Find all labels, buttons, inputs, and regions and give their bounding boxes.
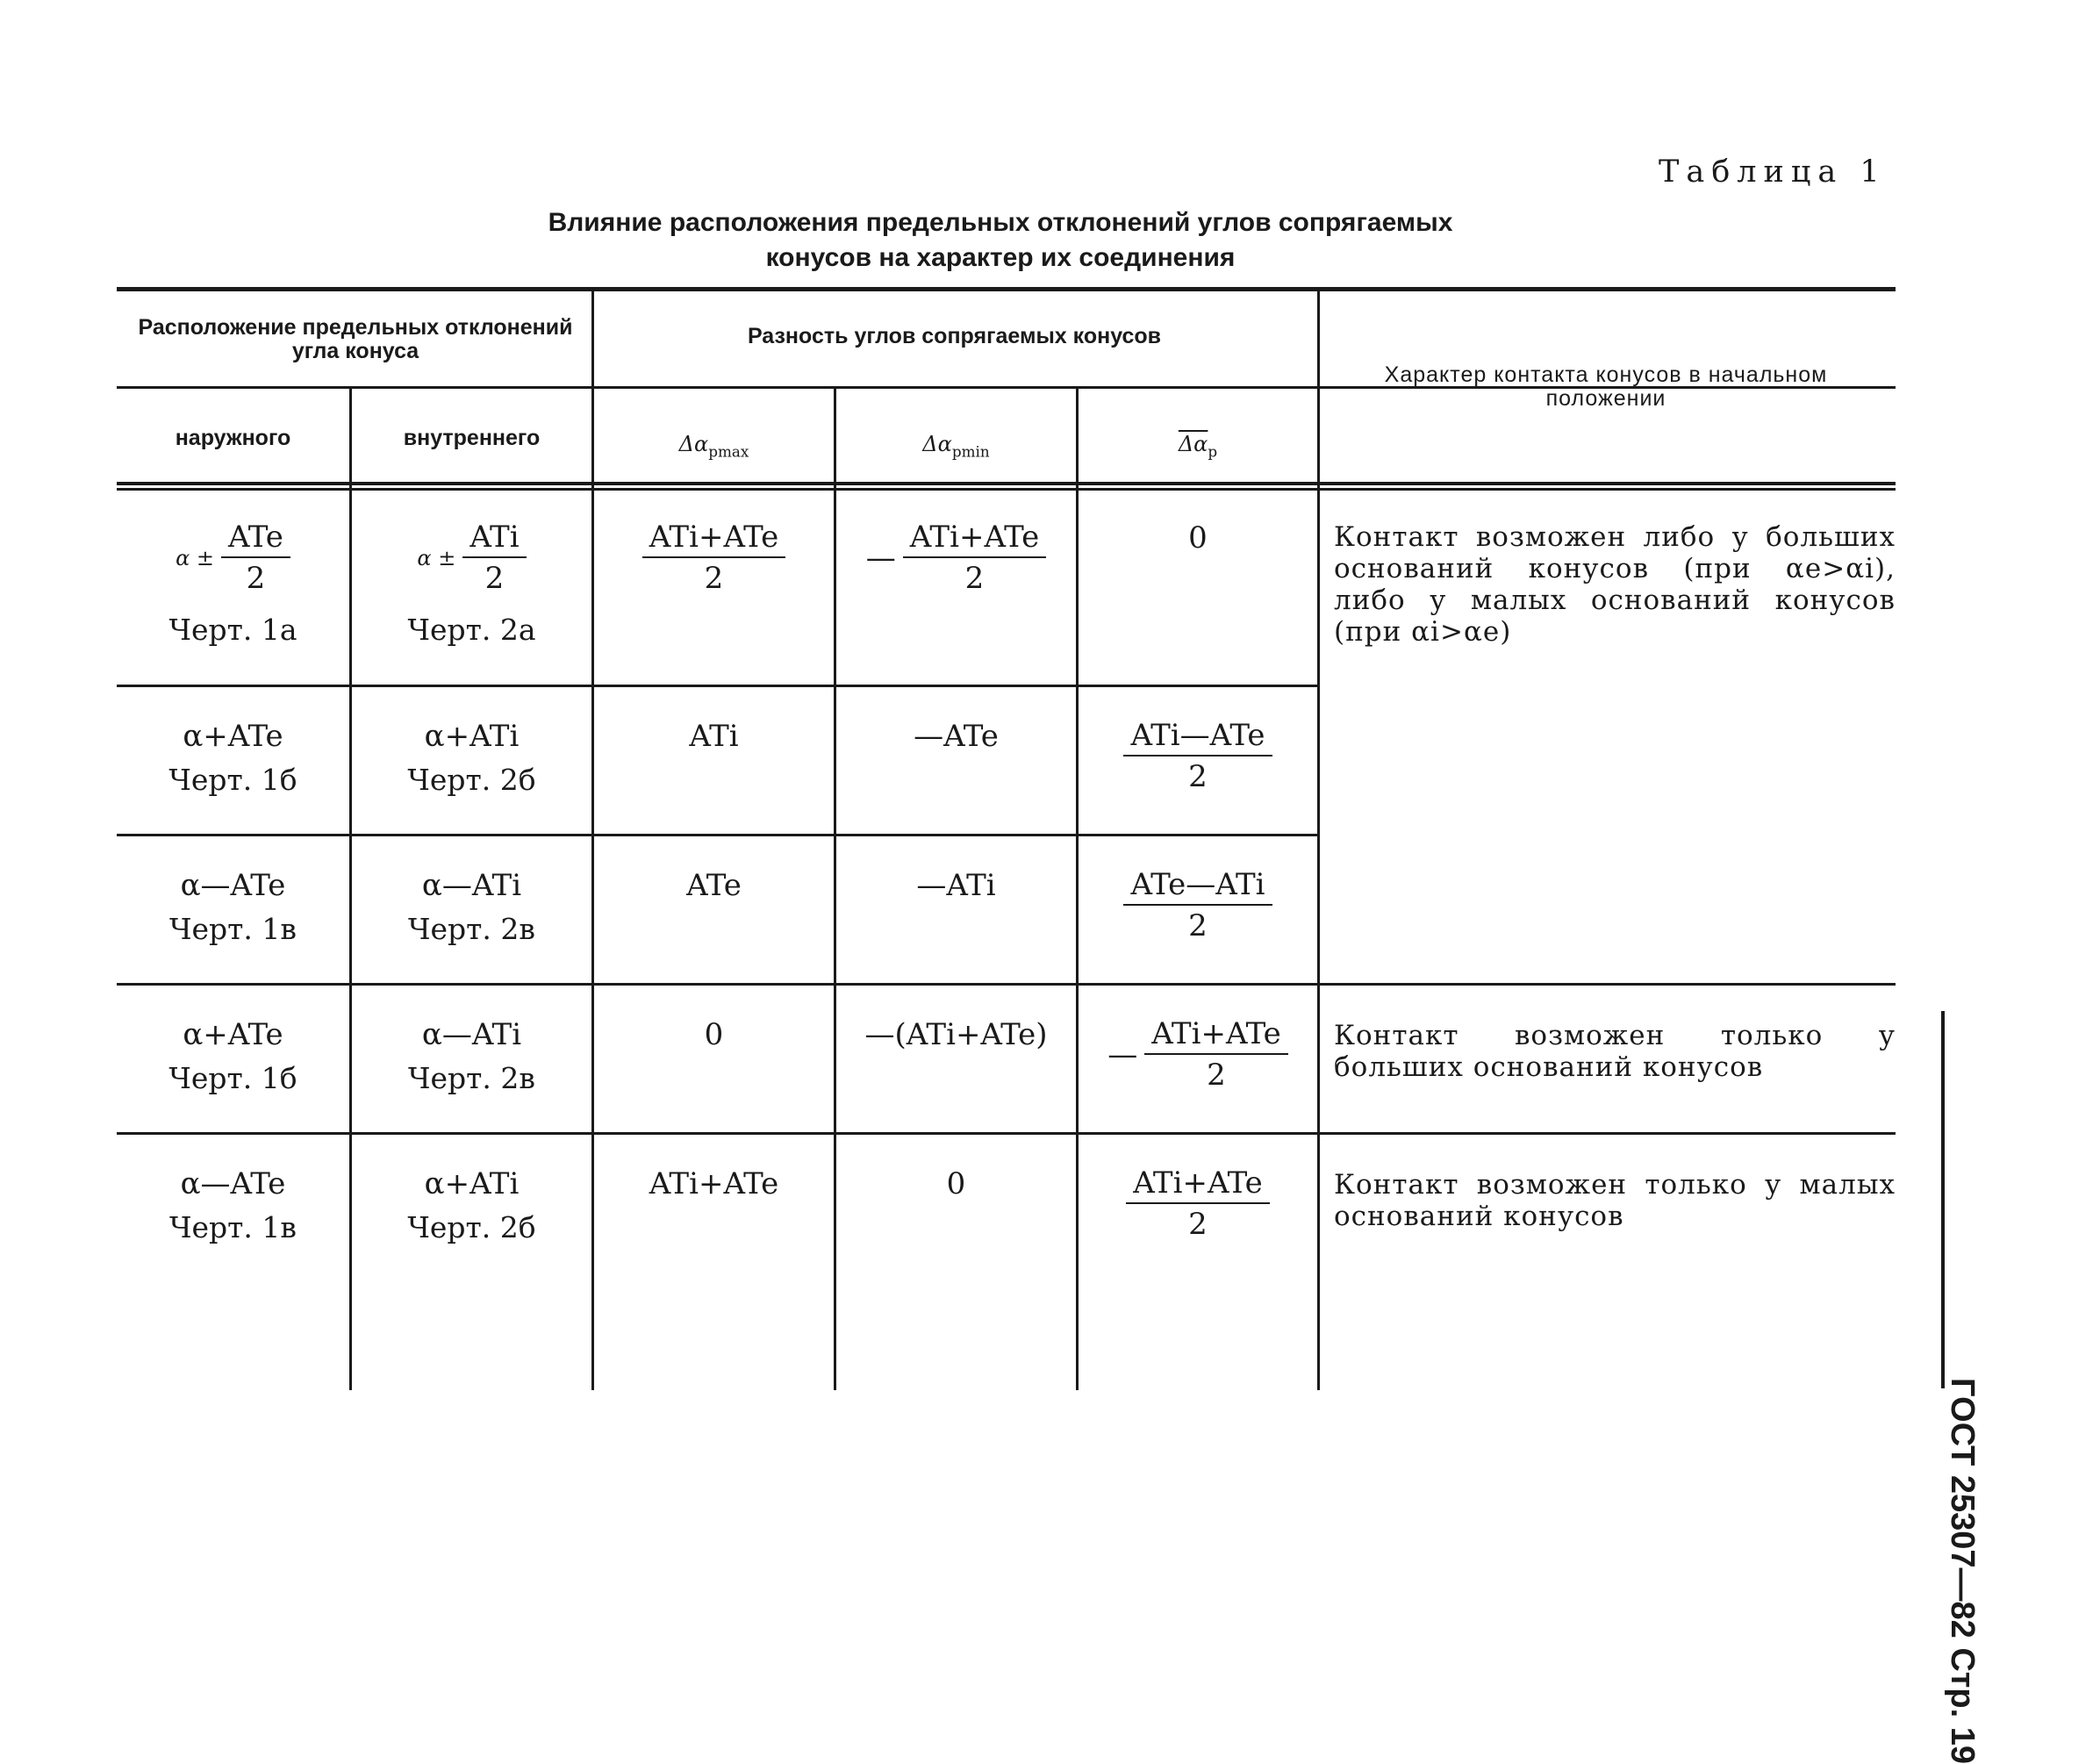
header-contact-character: Характер контакта конусов в начальном положении (1384, 362, 1828, 411)
row4-contact: Контакт возможен только у больших оснований конусов (1334, 1020, 1896, 1083)
row4-outer: α+ATe (183, 1017, 283, 1052)
row5-delta-mean (1079, 1164, 1317, 1244)
row1-dmax-numerator: ATi+ATe (642, 518, 786, 558)
row5-contact: Контакт возможен только у малых оснований конусов (1334, 1169, 1896, 1232)
row2-outer: α+ATe (183, 719, 283, 754)
row5-inner-caption: Черт. 2б (407, 1210, 536, 1244)
row3-dmean-numerator: ATe—ATi (1123, 865, 1272, 906)
row3-outer-caption: Черт. 1в (169, 912, 297, 946)
side-label-rule (1941, 1011, 1945, 1388)
row3-inner-caption: Черт. 2в (408, 912, 535, 946)
row1-contact: Контакт возможен либо у больших оснований конусов (при αe>αi), либо у малых оснований конусов (при αi>αe) (1334, 521, 1896, 648)
row3-delta-mean (1079, 865, 1317, 946)
header-position-group: Расположение предельных отклонений угла конуса (138, 315, 573, 363)
table-label: Таблица 1 (1659, 154, 1887, 190)
row2-delta-mean (1079, 716, 1317, 797)
row1-outer-denominator: 2 (246, 561, 266, 596)
row2-dmean-numerator: ATi—ATe (1123, 716, 1272, 757)
row1-inner-numerator: ATi (462, 518, 526, 558)
row2-delta-max: ATi (689, 719, 739, 754)
col-divider-5 (1317, 291, 1320, 1390)
row4-inner-caption: Черт. 2в (408, 1061, 535, 1095)
header-difference-group: Разность углов сопрягаемых конусов (747, 324, 1162, 348)
row1-dmax-denominator: 2 (704, 561, 724, 596)
row1-delta-min (836, 518, 1076, 599)
row4-outer-caption: Черт. 1б (168, 1061, 297, 1095)
row1-dmin-denominator: 2 (964, 561, 985, 596)
row1-inner-caption: Черт. 2а (407, 613, 536, 647)
row1-inner (352, 518, 591, 599)
delta-max-subscript: pmax (708, 442, 749, 461)
delta-mean-symbol: $\overline{\Delta\alpha}$ (1178, 432, 1208, 456)
row5-dmean-denominator: 2 (1188, 1207, 1208, 1242)
row2-inner-caption: Черт. 2б (407, 763, 536, 797)
header-delta-mean (1079, 423, 1317, 472)
row5-delta-max: ATi+ATe (649, 1166, 779, 1201)
row2-outer-caption: Черт. 1б (168, 763, 297, 797)
row-divider-4 (117, 1132, 1896, 1135)
delta-max-symbol: Δα (678, 432, 709, 456)
row2-delta-min: —ATe (914, 719, 999, 754)
header-bottom-rule-1 (117, 482, 1896, 485)
row1-outer-caption: Черт. 1а (168, 613, 297, 647)
row1-delta-max (594, 518, 834, 599)
row5-outer-caption: Черт. 1в (169, 1210, 297, 1244)
row1-dmin-numerator: ATi+ATe (903, 518, 1047, 558)
row5-dmean-numerator: ATi+ATe (1126, 1164, 1270, 1204)
row-divider-1 (117, 685, 1317, 687)
row3-delta-max: ATe (686, 868, 742, 903)
row3-dmean-denominator: 2 (1188, 908, 1208, 943)
table-title (474, 205, 1527, 276)
row4-dmean-sign: — (1107, 1037, 1138, 1072)
row1-delta-mean: 0 (1188, 520, 1208, 556)
header-bottom-rule-2 (117, 488, 1896, 491)
row4-dmean-denominator: 2 (1207, 1058, 1226, 1093)
table-top-rule (117, 287, 1896, 291)
row1-inner-denominator: 2 (484, 561, 505, 596)
table-title-line-2: конусов на характер их соединения (765, 243, 1236, 272)
row2-inner: α+ATi (424, 719, 520, 754)
row3-inner: α—ATi (421, 868, 522, 903)
row4-dmean-numerator: ATi+ATe (1144, 1015, 1288, 1055)
row5-outer: α—ATe (180, 1166, 286, 1201)
delta-min-subscript: pmin (951, 442, 990, 461)
delta-mean-subscript: p (1208, 442, 1218, 461)
side-label: ГОСТ 25307—82 Стр. 19 (1944, 1378, 1981, 1764)
row5-delta-min: 0 (946, 1166, 966, 1201)
row4-inner: α—ATi (421, 1017, 522, 1052)
row1-inner-prefix: α ± (417, 546, 456, 570)
row3-outer: α—ATe (180, 868, 286, 903)
row1-dmin-sign: — (865, 541, 896, 576)
row4-delta-max: 0 (704, 1017, 724, 1052)
header-delta-min (836, 423, 1076, 472)
row1-outer-numerator: ATe (221, 518, 290, 558)
row5-inner: α+ATi (424, 1166, 520, 1201)
row3-delta-min: —ATi (916, 868, 996, 903)
row4-delta-min: —(ATi+ATe) (864, 1017, 1048, 1052)
row-divider-3 (117, 983, 1896, 986)
row1-outer (117, 518, 349, 599)
table-title-line-1: Влияние расположения предельных отклонений углов сопрягаемых (548, 208, 1453, 237)
header-inner: внутреннего (403, 426, 541, 450)
header-outer: наружного (175, 426, 291, 450)
row1-outer-prefix: α ± (176, 546, 215, 570)
header-delta-max (594, 423, 834, 472)
delta-min-symbol: Δα (922, 432, 952, 456)
row-divider-2 (117, 834, 1317, 836)
row2-dmean-denominator: 2 (1188, 759, 1208, 794)
row4-delta-mean (1079, 1015, 1317, 1095)
